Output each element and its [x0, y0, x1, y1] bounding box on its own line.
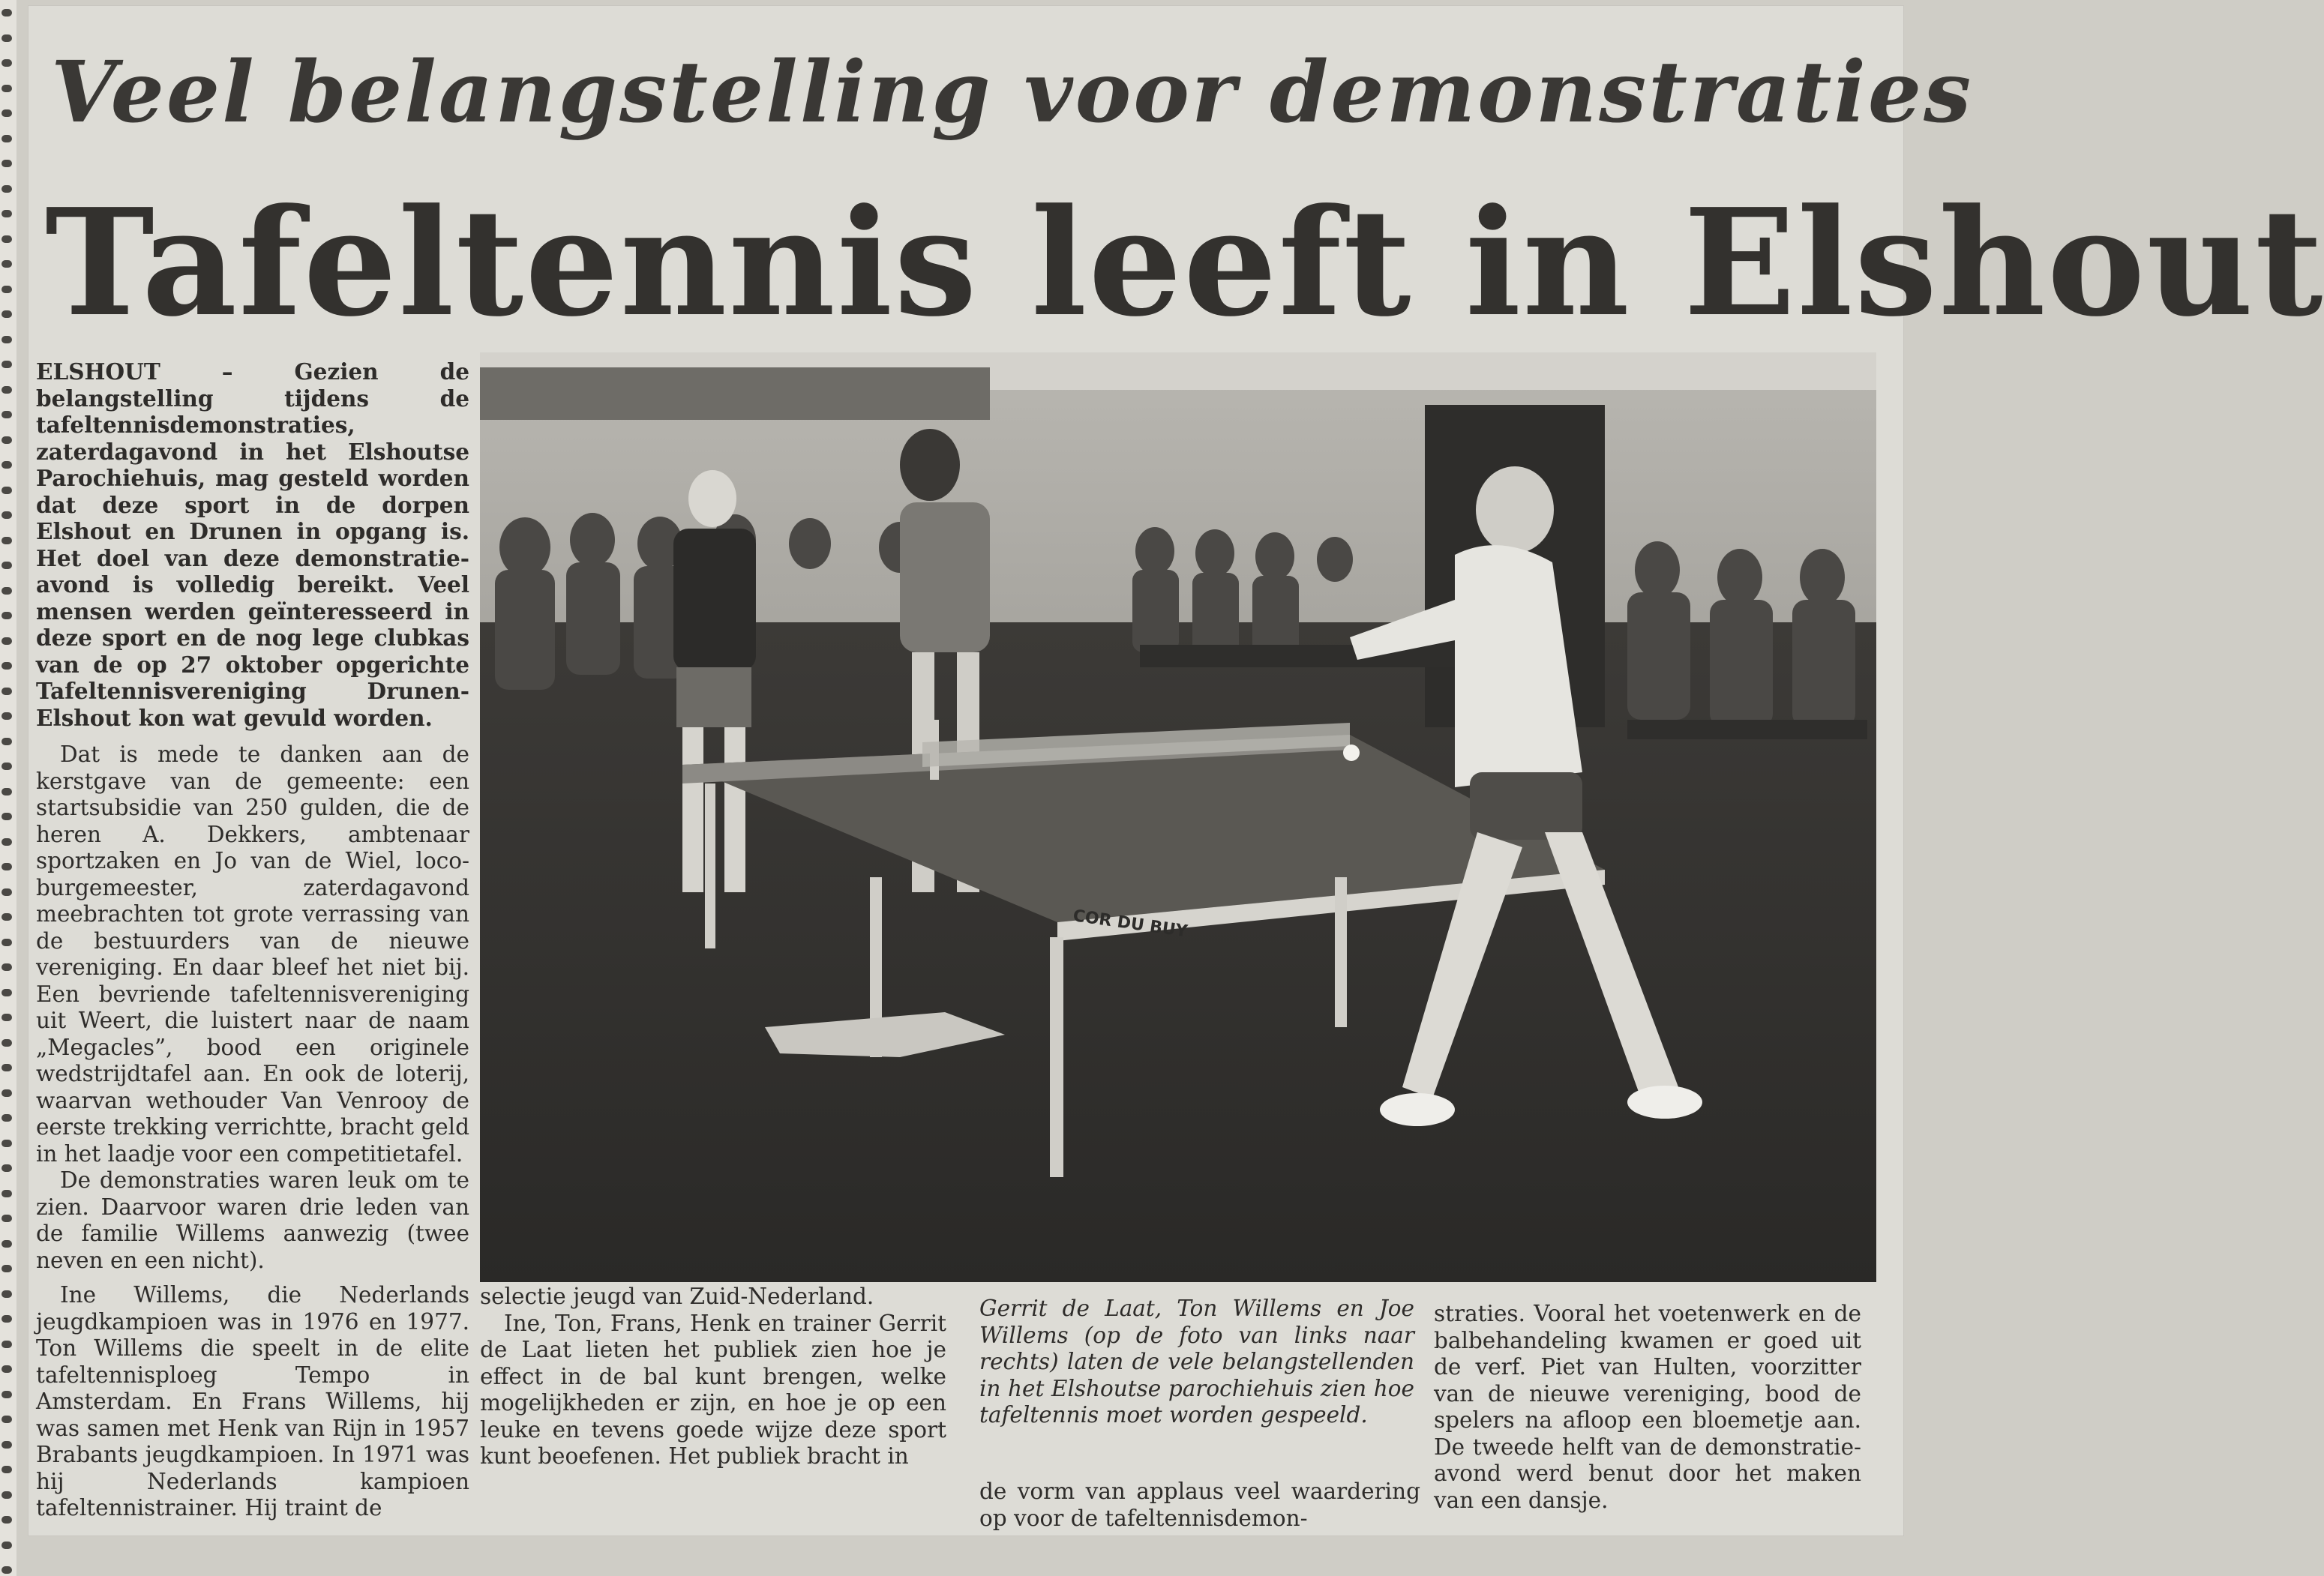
- binding-hole: [1, 1315, 12, 1323]
- binding-hole: [1, 662, 12, 670]
- binding-hole: [1, 1215, 12, 1222]
- binding-hole: [1, 1039, 12, 1047]
- binding-hole: [1, 1365, 12, 1373]
- binding-hole: [1, 1164, 12, 1172]
- binding-hole: [1, 1491, 12, 1499]
- binding-hole: [1, 1140, 12, 1147]
- binding-hole: [1, 1190, 12, 1197]
- spiral-binding: [0, 0, 16, 1576]
- binding-hole: [1, 461, 12, 469]
- binding-hole: [1, 1290, 12, 1298]
- column-4: [1434, 1301, 1861, 1514]
- binding-hole: [1, 436, 12, 444]
- table-tennis-photo: [480, 352, 1876, 1282]
- binding-hole: [1, 160, 12, 167]
- binding-hole: [1, 310, 12, 318]
- binding-hole: [1, 361, 12, 368]
- photo-illustration: [480, 352, 1876, 1282]
- body-paragraph: Dat is mede te danken aan de kerstgave van de gemeente: een startsubsidie van 250 gulden, die de heren A. Dekkers, ambtenaar sportzaken en Jo van de Wiel, loco-burgemeester, zaterdagavond meebrachten tot grote verrassing van de bestuurders van de nieuwe vereniging. En daar bleef het niet bij. Een bevriende tafeltennisvereniging uit Weert, die luistert naar de naam „Megacles”, bood een originele wedstrijdtafel aan. En ook de loterij, waarvan wethouder Van Venrooy de eerste trekking verrichtte, bracht geld in het laadje voor een competitietafel.: [36, 742, 469, 1167]
- binding-hole: [1, 185, 12, 193]
- binding-hole: [1, 210, 12, 217]
- table-brand-label: COR DU BUY: [1072, 906, 1189, 942]
- binding-hole: [1, 763, 12, 770]
- binding-hole: [1, 411, 12, 418]
- binding-hole: [1, 286, 12, 293]
- binding-hole: [1, 813, 12, 820]
- binding-hole: [1, 1114, 12, 1122]
- binding-hole: [1, 939, 12, 946]
- binding-hole: [1, 109, 12, 117]
- binding-hole: [1, 562, 12, 569]
- binding-hole: [1, 963, 12, 971]
- binding-hole: [1, 1064, 12, 1071]
- binding-hole: [1, 1014, 12, 1021]
- binding-hole: [1, 487, 12, 494]
- lead-paragraph: ELSHOUT – Gezien de belangstelling tijdens de tafeltennisdemonstraties, zaterdagavond in het Elshoutse Parochiehuis, mag gesteld worden dat deze sport in de dorpen Elshout en Drunen in opgang is. Het doel van deze demonstratie-avond is volledig bereikt. Veel mensen werden geïnteresseerd in deze sport en de nog lege clubkas van de op 27 oktober opgerichte Tafeltennisvereniging Drunen-Elshout kon wat gevuld worden.: [36, 358, 469, 731]
- column-1: [36, 358, 469, 1274]
- column-3: [979, 1479, 1420, 1532]
- binding-hole: [1, 336, 12, 343]
- binding-hole: [1, 788, 12, 795]
- body-paragraph: straties. Vooral het voetenwerk en de balbehandeling kwamen er goed uit de verf. Piet van Hulten, voorzitter van de nieuwe vereniging, bood de spelers na afloop een bloemetje aan. De tweede helft van de demonstratie-avond werd benut door het maken van een dansje.: [1434, 1301, 1861, 1513]
- binding-hole: [1, 1240, 12, 1248]
- binding-hole: [1, 888, 12, 896]
- binding-hole: [1, 1441, 12, 1449]
- body-paragraph: De demonstraties waren leuk om te zien. Daarvoor waren drie leden van de familie Willems aanwezig (twee neven en een nicht).: [36, 1167, 469, 1273]
- binding-hole: [1, 1566, 12, 1574]
- binding-hole: [1, 1542, 12, 1549]
- binding-hole: [1, 85, 12, 92]
- body-paragraph: selectie jeugd van Zuid-Nederland.: [480, 1284, 874, 1309]
- binding-hole: [1, 135, 12, 142]
- binding-hole: [1, 688, 12, 695]
- binding-hole: [1, 1265, 12, 1272]
- body-paragraph: Ine, Ton, Frans, Henk en trainer Gerrit de Laat lieten het publiek zien hoe je effect in de bal kunt brengen, welke mogelijkheden er zijn, en hoe je op een leuke en tevens goede wijze deze sport kunt beoefenen. Het publiek bracht in: [480, 1310, 946, 1469]
- binding-hole: [1, 59, 12, 67]
- article-kicker: Veel belangstelling voor demonstraties: [51, 43, 1974, 142]
- binding-hole: [1, 1416, 12, 1423]
- photo-caption: Gerrit de Laat, Ton Willems en Joe Willems (op de foto van links naar rechts) laten de vele belangstellenden in het Elshoutse parochiehuis zien hoe tafeltennis moet worden gespeeld.: [979, 1296, 1414, 1428]
- binding-hole: [1, 712, 12, 720]
- binding-hole: [1, 386, 12, 394]
- body-paragraph: de vorm van applaus veel waardering op voor de tafeltennisdemon-: [979, 1479, 1420, 1531]
- binding-hole: [1, 511, 12, 519]
- binding-hole: [1, 1089, 12, 1097]
- binding-hole: [1, 1391, 12, 1398]
- binding-hole: [1, 838, 12, 846]
- binding-hole: [1, 863, 12, 870]
- binding-hole: [1, 260, 12, 268]
- body-paragraph: Ine Willems, die Nederlands jeugdkampioen was in 1976 en 1977. Ton Willems die speelt in de elite tafeltennisploeg Tempo in Amsterdam. En Frans Willems, hij was samen met Henk van Rijn in 1957 Brabants jeugdkampioen. In 1971 was hij Nederlands kampioen tafeltennistrainer. Hij traint de: [36, 1282, 469, 1521]
- binding-hole: [1, 537, 12, 544]
- article-headline: Tafeltennis leeft in Elshout: [45, 177, 2324, 349]
- binding-hole: [1, 612, 12, 619]
- column-1-bottom: [36, 1282, 469, 1522]
- binding-hole: [1, 637, 12, 645]
- binding-hole: [1, 1341, 12, 1348]
- binding-hole: [1, 1466, 12, 1473]
- binding-hole: [1, 34, 12, 42]
- ball: [1343, 745, 1360, 761]
- binding-hole: [1, 1516, 12, 1524]
- binding-hole: [1, 989, 12, 996]
- binding-hole: [1, 913, 12, 921]
- binding-hole: [1, 9, 12, 16]
- binding-hole: [1, 235, 12, 243]
- binding-hole: [1, 587, 12, 595]
- column-2: [480, 1284, 946, 1470]
- binding-hole: [1, 738, 12, 745]
